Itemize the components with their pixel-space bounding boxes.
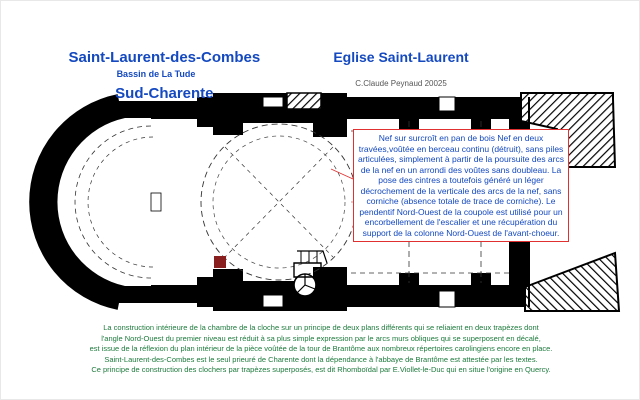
bottom-line-3: est issue de la réflexion du plan intérieur de la pièce voûtée de la tour de Brantôme aux nombreux répertoires carolingiens encore en place. bbox=[89, 344, 553, 353]
tower-hatched-south bbox=[525, 253, 619, 311]
bottom-line-5: Ce principe de construction des clochers par trapèzes superposés, est dit Rhomboïdal par E.Viollet-le-Duc qui en situe l'origine en Quercy. bbox=[91, 365, 551, 374]
author-credit: C.Claude Peynaud 20025 bbox=[355, 79, 447, 88]
title-left-line1: Saint-Laurent-des-Combes bbox=[68, 49, 261, 66]
note-leader-line bbox=[331, 169, 353, 179]
bottom-line-1: La construction intérieure de la chambre de la cloche sur un principe de deux plans différents qui se reliaient en deux trapèzes dont bbox=[103, 323, 539, 332]
nave-description-note: Nef sur surcroît en pan de bois Nef en deux travées,voûtée en berceau continu (détruit), sans piles articulées, simplement à partir de la poursuite des arcs de la nef en un arrondi des voûtes sans doubleau. La pose des cintres a toutefois généré un léger décrochement de la verticale des arcs de la nef, sans corniche (absence totale de trace de corniche). Le pendentif Nord-Ouest de la coupole est utilisé pour un encorbellement de l'escalier et une récupération du support de la colonne Nord-Ouest de l'avant-choeur. bbox=[353, 129, 569, 242]
annex-hatched-transept-north bbox=[287, 93, 321, 109]
subtitle-left: Bassin de La Tude bbox=[116, 69, 196, 79]
apse-walls bbox=[36, 101, 151, 303]
altar-marker bbox=[214, 256, 226, 268]
bottom-line-4: Saint-Laurent-des-Combes est le seul prieuré de Charente dont la dépendance à l'abbaye de Brantôme est attestée par les textes. bbox=[104, 354, 538, 364]
transept-dome-bay bbox=[213, 93, 347, 311]
page-title-right: Eglise Saint-Laurent bbox=[333, 49, 469, 65]
dome-inner-circle-dashed bbox=[213, 136, 345, 268]
bottom-commentary bbox=[21, 323, 621, 376]
title-left-line2: Sud-Charente bbox=[115, 85, 214, 102]
bottom-line-2: l'angle Nord-Ouest du premier niveau est réduit à sa plus simple expression par le arcs murs obliques qui se superposent en décalé, bbox=[101, 333, 541, 343]
